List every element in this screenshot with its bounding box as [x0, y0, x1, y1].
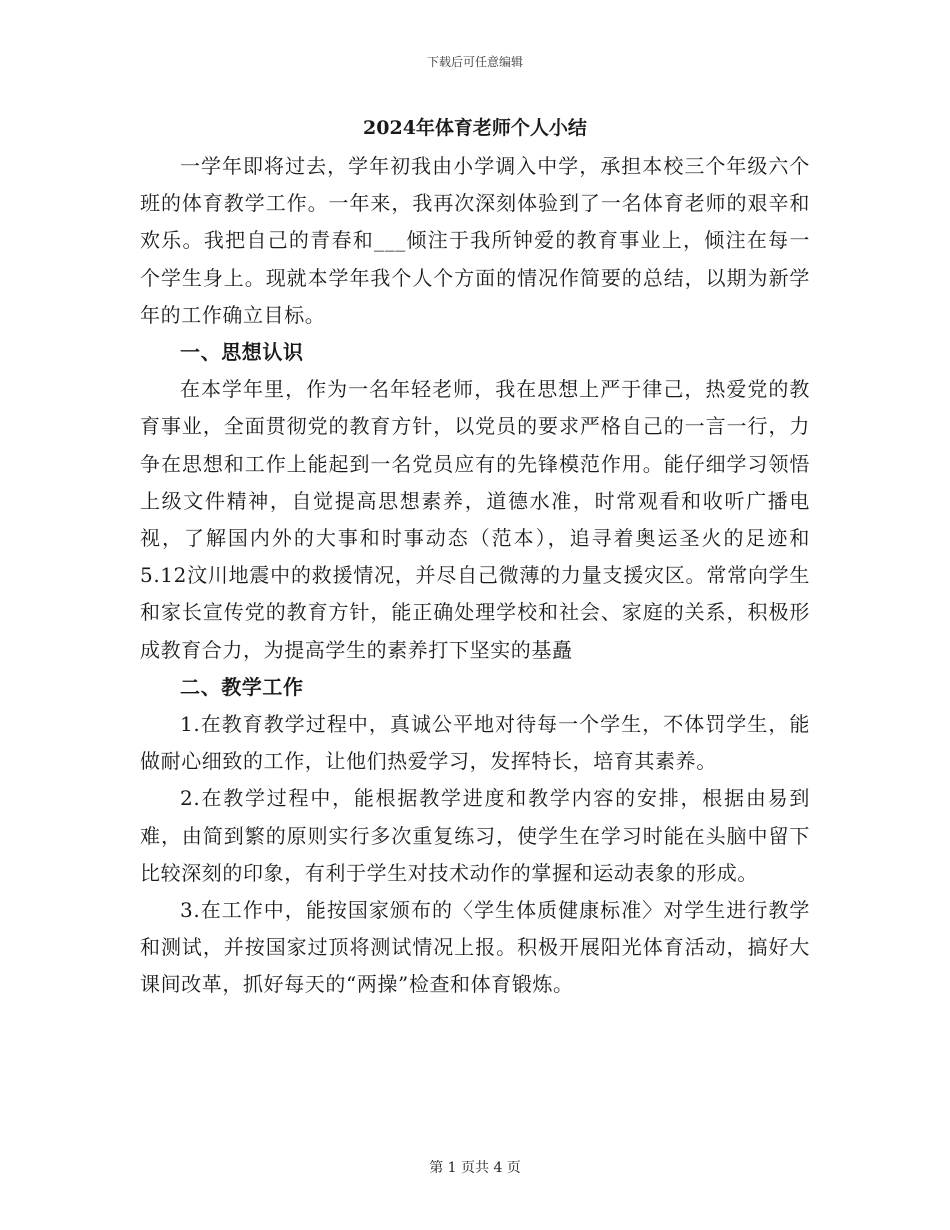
section-thought-paragraph: 在本学年里，作为一名年轻老师，我在思想上严于律己，热爱党的教育事业，全面贯彻党的教育方针，以党员的要求严格自己的一言一行，力争在思想和工作上能起到一名党员应有的先锋模范作用。能仔细学习领悟上级文件精神，自觉提高思想素养，道德水准，时常观看和收听广播电视，了解国内外的大事和时事动态（范本），追寻着奥运圣火的足迹和5.12汶川地震中的救援情况，并尽自己微薄的力量支援灾区。常常向学生和家长宣传党的教育方针，能正确处理学校和社会、家庭的关系，积极形成教育合力，为提高学生的素养打下坚实的基矗 — [140, 377, 810, 662]
section-heading-teaching: 二、教学工作 — [180, 674, 304, 699]
section-heading-thought: 一、思想认识 — [180, 340, 304, 365]
document-body — [140, 148, 810, 1004]
teaching-item-2: 2.在教学过程中，能根据教学进度和教学内容的安排，根据由易到难，由简到繁的原则实行多次重复练习，使学生在学习时能在头脑中留下比较深刻的印象，有利于学生对技术动作的掌握和运动表象的形成。 — [140, 786, 810, 885]
header-note: 下载后可任意编辑 — [426, 55, 523, 69]
page-number: 第 1 页共 4 页 — [429, 1160, 521, 1176]
teaching-item-1: 1.在教育教学过程中，真诚公平地对待每一个学生，不体罚学生，能做耐心细致的工作，让他们热爱学习，发挥特长，培育其素养。 — [140, 712, 810, 774]
document-title: 2024年体育老师个人小结 — [363, 117, 587, 139]
teaching-item-3: 3.在工作中，能按国家颁布的〈学生体质健康标准〉对学生进行教学和测试，并按国家过顶将测试情况上报。积极开展阳光体育活动，搞好大课间改革，抓好每天的“两操”检查和体育锻炼。 — [140, 898, 810, 997]
intro-paragraph: 一学年即将过去，学年初我由小学调入中学，承担本校三个年级六个班的体育教学工作。一年来，我再次深刻体验到了一名体育老师的艰辛和欢乐。我把自己的青春和___倾注于我所钟爱的教育事业上，倾注在每一个学生身上。现就本学年我个人个方面的情况作简要的总结，以期为新学年的工作确立目标。 — [140, 154, 810, 327]
